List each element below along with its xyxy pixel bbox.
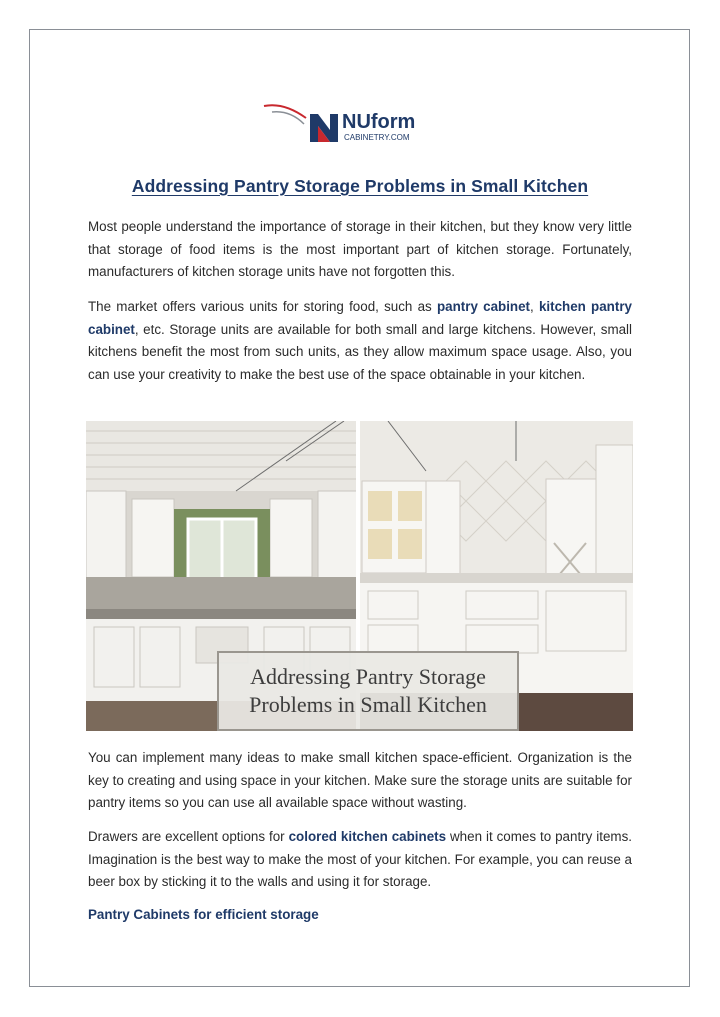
drawers-paragraph (88, 826, 632, 894)
logo-sub-text: CABINETRY.COM (344, 133, 410, 142)
image-banner (217, 651, 519, 731)
market-paragraph (88, 296, 632, 386)
ideas-paragraph: You can implement many ideas to make small kitchen space-efficient. Organization is the key to creating and using space in your kitchen. Make sure the storage units are suitable for pantry items so you can use all available space without wasting. (88, 750, 632, 811)
text-run: Drawers are excellent options for (88, 829, 289, 844)
intro-paragraph: Most people understand the importance of storage in their kitchen, but they know very little that storage of food items is the most important part of kitchen storage. Fortunately, manufacturers of kitchen storage units have not forgotten this. (88, 219, 632, 280)
pantry-cabinet-link[interactable]: pantry cabinet (436, 299, 530, 314)
section-subheading: Pantry Cabinets for efficient storage (88, 907, 319, 922)
page-title: Addressing Pantry Storage Problems in Small Kitchen (131, 176, 589, 196)
text-run: , (530, 299, 539, 314)
kitchen-hero-image (86, 421, 633, 731)
nuform-logo[interactable] (262, 100, 434, 146)
kitchen-pantry-cabinet-link[interactable]: kitchen pantry cabinet (88, 299, 632, 337)
text-run: when it comes to pantry items. Imagination is the best way to make the most of your kitchen. For example, you can reuse a beer box by sticking it to the walls and using it for storage. (88, 829, 632, 890)
logo-brand-text: NUform (342, 111, 416, 133)
colored-kitchen-cabinets-link[interactable]: colored kitchen cabinets (288, 829, 447, 844)
text-run: The market offers various units for storing food, such as (88, 299, 437, 314)
banner-line-2: Problems in Small Kitchen (249, 692, 487, 717)
banner-line-1: Addressing Pantry Storage (250, 664, 486, 689)
logo-mark-icon (262, 100, 434, 146)
text-run: , etc. Storage units are available for both small and large kitchens. However, small kitchens benefit the most from such units, as they allow maximum space usage. Also, you can use your creativity to make the best use of the space obtainable in your kitchen. (88, 321, 632, 382)
